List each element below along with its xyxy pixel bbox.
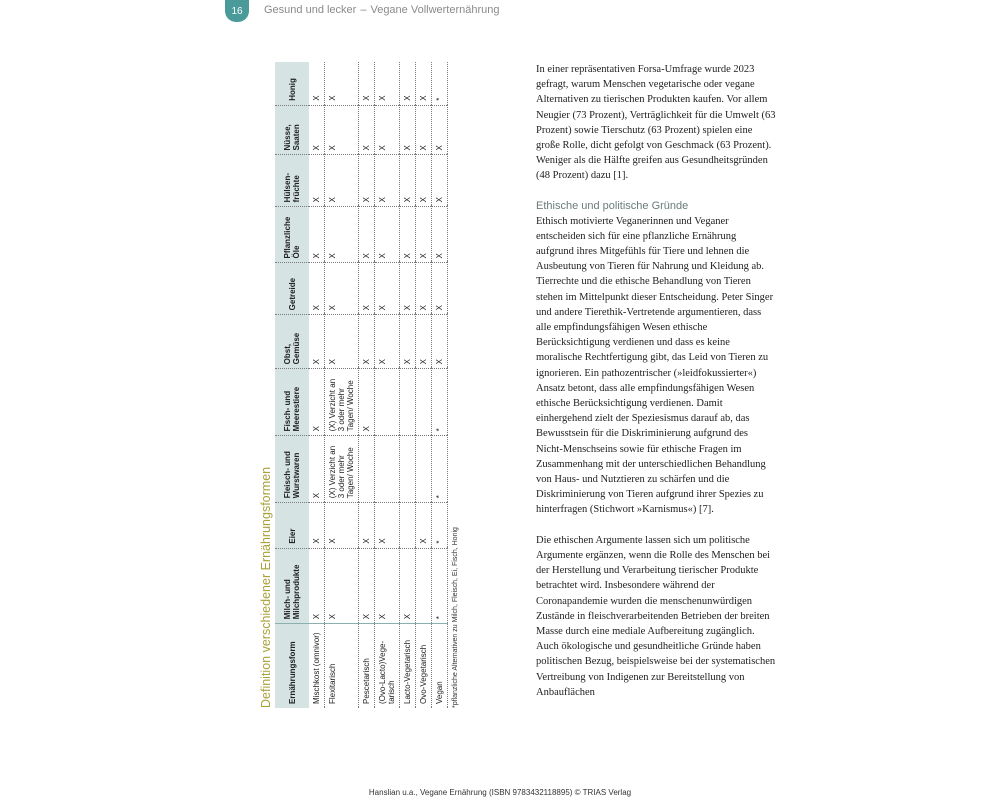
cell-milk: X [359,548,375,624]
cell-honey: * [432,62,448,105]
cell-legumes: X [400,155,416,207]
running-header-title: Gesund und lecker [264,4,357,16]
cell-fruit-vegetables: X [359,315,375,369]
cell-form: Vegan [432,624,448,708]
cell-honey: X [416,62,432,105]
cell-nuts-seeds: X [309,105,325,155]
table-header-row [275,62,309,708]
cell-fruit-vegetables: X [432,315,448,369]
cell-fruit-vegetables: X [416,315,432,369]
paragraph-politics: Die ethischen Argumente lassen sich um politische Argumente ergänzen, wenn die Rolle des Menschen bei der Herstellung und Verarbeitung tierischer Produkte betrachtet wird. Insbesondere während der Coronapandemie wurden die menschenunwürdigen Zustände in fleischverarbeitenden Betrieben der breiten Masse durch eine mediale Aufbereitung zugänglich. Auch ökologische und gesundheitliche Gründe haben politischen Bezug, beispielsweise bei der systematischen Vertreibung von Indigenen zur Bereitstellung von Anbauflächen [536,534,776,698]
column-header-eggs: Eier [275,503,309,548]
table-figure [257,62,514,708]
page-footer: Hanslian u.a., Vegane Ernährung (ISBN 9783432118895) © TRIAS Verlag [368,788,632,797]
cell-grains: X [416,263,432,315]
column-header-grains: Getreide [275,263,309,315]
cell-eggs: X [375,503,400,548]
table-row [416,62,432,708]
column-header-fish: Fisch- und Meerestiere [275,369,309,436]
cell-legumes: X [309,155,325,207]
cell-fruit-vegetables: X [309,315,325,369]
table-row [400,62,416,708]
cell-nuts-seeds: X [416,105,432,155]
column-header-milk: Milch- und Milchprodukte [275,548,309,624]
cell-grains: X [325,263,359,315]
table-row [375,62,400,708]
cell-legumes: X [375,155,400,207]
cell-grains: X [309,263,325,315]
paragraph-ethics: Ethisch motivierte Veganerinnen und Veganer entscheiden sich für eine pflanzliche Ernährung aufgrund ihres Mitgefühls für Tiere und lehnen die Ausbeutung von Tieren für Nahrung und Kleidung ab. Tierrechte und die ethische Behandlung von Tieren stehen im Mittelpunkt dieser Entscheidung. Peter Singer und andere Tierethik-Vertretende argumentieren, dass alle empfindungsfähigen Wesen ethische Berücksichtigung verdienen und dass es keine moralische Rechtfertigung gibt, das Leid von Tieren zu ignorieren. Ein pathozentrischer (»leidfokussierter«) Ansatz betont, dass alle empfindungsfähigen Wesen ethische Berücksichtigung verdienen. Damit einhergehend zielt der Speziesismus darauf ab, das Bewusstsein für die Diskriminierung aufgrund des Nicht-Menschseins sowie für ethische Fragen im Zusammenhang mit der unterschiedlichen Behandlung von Haus- und Nutztieren zu schärfen und die Diskriminierung von Tieren aufgrund ihrer Spezies zu hinterfragen (Stichwort »Karnismus«) [7]. [536,215,774,516]
cell-milk: * [432,548,448,624]
cell-plant-oils: X [375,207,400,263]
cell-meat: (X) Verzicht an 3 oder mehr Tagen/ Woche [325,436,359,503]
cell-fruit-vegetables: X [400,315,416,369]
cell-plant-oils: X [359,207,375,263]
column-header-fruit-vegetables: Obst, Gemüse [275,315,309,369]
cell-grains: X [432,263,448,315]
cell-fish: X [309,369,325,436]
cell-eggs [400,503,416,548]
cell-honey: X [359,62,375,105]
body-text-column [536,62,776,700]
column-header-meat: Fleisch- und Wurstwaren [275,436,309,503]
table-row [309,62,325,708]
cell-fish: (X) Verzicht an 3 oder mehr Tagen/ Woche [325,369,359,436]
cell-form: Flexitarisch [325,624,359,708]
column-header-honey: Honig [275,62,309,105]
cell-grains: X [375,263,400,315]
cell-plant-oils: X [400,207,416,263]
cell-plant-oils: X [416,207,432,263]
cell-milk: X [309,548,325,624]
cell-plant-oils: X [325,207,359,263]
cell-honey: X [400,62,416,105]
table-row [432,62,448,708]
cell-honey: X [375,62,400,105]
column-header-legumes: Hülsenfrüchte [275,155,309,207]
cell-milk: X [400,548,416,624]
cell-eggs: * [432,503,448,548]
cell-nuts-seeds: X [359,105,375,155]
cell-fish [400,369,416,436]
cell-milk [416,548,432,624]
cell-form: Lacto-Vegetarisch [400,624,416,708]
cell-meat: * [432,436,448,503]
cell-fish [416,369,432,436]
cell-meat [416,436,432,503]
cell-legumes: X [325,155,359,207]
cell-meat [400,436,416,503]
cell-plant-oils: X [309,207,325,263]
table-footnote: *pflanzliche Alternativen zu Milch, Fleisch, Ei, Fisch, Honig [452,527,459,708]
cell-form: Pescetarisch [359,624,375,708]
cell-legumes: X [416,155,432,207]
cell-fruit-vegetables: X [325,315,359,369]
table-row [325,62,359,708]
cell-grains: X [359,263,375,315]
running-header-subtitle: Vegane Vollwerternährung [370,4,500,16]
table-title: Definition verschiedener Ernährungsformen [259,466,273,708]
cell-meat [359,436,375,503]
rotated-table-area [257,62,514,708]
cell-eggs: X [359,503,375,548]
cell-fish [375,369,400,436]
cell-eggs: X [325,503,359,548]
cell-fish: X [359,369,375,436]
cell-legumes: X [432,155,448,207]
cell-honey: X [309,62,325,105]
diet-table [275,62,448,708]
column-header-form: Ernährungsform [275,624,309,708]
cell-form: (Ovo-Lacto)Vegetarisch [375,624,400,708]
column-header-nuts-seeds: Nüsse, Saaten [275,105,309,155]
table-row [359,62,375,708]
running-header-separator: – [360,4,367,16]
column-header-plant-oils: Pflanzliche Öle [275,207,309,263]
cell-form: Mischkost (omnivor) [309,624,325,708]
cell-fruit-vegetables: X [375,315,400,369]
page-number: 16 [225,0,249,22]
cell-nuts-seeds: X [400,105,416,155]
cell-plant-oils: X [432,207,448,263]
cell-eggs: X [309,503,325,548]
cell-eggs: X [416,503,432,548]
cell-milk: X [325,548,359,624]
cell-fish: * [432,369,448,436]
cell-form: Ovo-Vegetarisch [416,624,432,708]
running-header [264,4,500,16]
cell-legumes: X [359,155,375,207]
section-heading: Ethische und politische Gründe [536,199,689,212]
cell-nuts-seeds: X [432,105,448,155]
cell-meat: X [309,436,325,503]
cell-nuts-seeds: X [375,105,400,155]
cell-milk: X [375,548,400,624]
cell-grains: X [400,263,416,315]
paragraph-survey: In einer repräsentativen Forsa-Umfrage wurde 2023 gefragt, warum Menschen vegetarische oder vegane Alternativen zu tierischen Produkten kaufen. Vor allem Neugier (73 Prozent), Verträglichkeit für die Umwelt (63 Prozent) sowie Tierschutz (63 Prozent) spielen eine große Rolle, dicht gefolgt von Geschmack (63 Prozent). Weniger als die Hälfte greifen aus Gesundheitsgründen (48 Prozent) dazu [1]. [536,64,776,182]
cell-nuts-seeds: X [325,105,359,155]
cell-honey: X [325,62,359,105]
cell-meat [375,436,400,503]
